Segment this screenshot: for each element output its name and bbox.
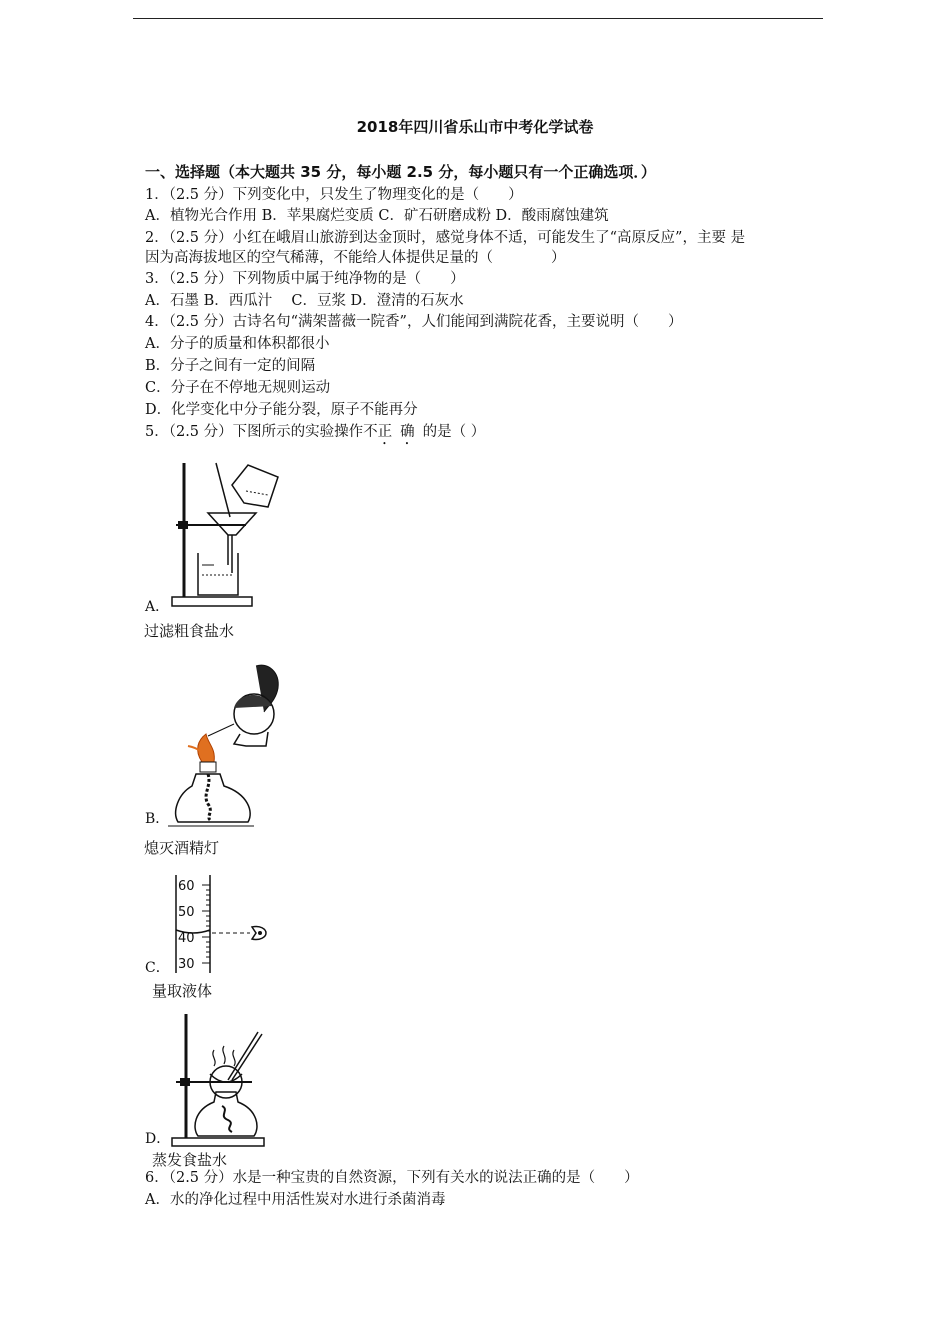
q5-stem: [145, 422, 485, 448]
cylinder-tick-60: 60: [178, 879, 195, 894]
cylinder-tick-50: 50: [178, 905, 195, 920]
header-rule: [133, 18, 823, 19]
q5-figure-b-caption: 熄灭酒精灯: [144, 839, 220, 857]
q1-options: A．植物光合作用 B．苹果腐烂变质 C．矿石研磨成粉 D．酸雨腐蚀建筑: [145, 208, 609, 224]
q6-stem: 6．（2.5 分）水是一种宝贵的自然资源，下列有关水的说法正确的是（ ）: [145, 1170, 639, 1186]
q2-stem-line1: 2．（2.5 分）小红在峨眉山旅游到达金顶时，感觉身体不适，可能发生了“高原反应”，主要 是: [145, 230, 746, 246]
q1-stem: 1．（2.5 分）下列变化中，只发生了物理变化的是（ ）: [145, 187, 523, 203]
q5-stem-prefix: 5．（2.5 分）下图所示的实验操作不: [145, 424, 378, 440]
q5-figure-c-label: C．: [145, 960, 170, 976]
q3-stem: 3．（2.5 分）下列物质中属于纯净物的是（ ）: [145, 271, 465, 287]
cylinder-tick-30: 30: [178, 957, 195, 972]
q5-figure-c-caption: 量取液体: [152, 982, 213, 1000]
q4-option-d: D．化学变化中分子能分裂，原子不能再分: [145, 402, 418, 418]
q5-figure-a-label: A．: [145, 599, 170, 615]
q5-stem-emphasis: 正确: [377, 424, 423, 440]
q5-stem-suffix: 的是（ ）: [422, 424, 486, 440]
q3-options: A．石墨 B．西瓜汁 C．豆浆 D．澄清的石灰水: [145, 293, 464, 309]
q4-option-c: C．分子在不停地无规则运动: [145, 380, 331, 396]
q6-option-a: A．水的净化过程中用活性炭对水进行杀菌消毒: [145, 1192, 446, 1208]
q5-figure-a-caption: 过滤粗食盐水: [144, 622, 235, 640]
q4-stem: 4．（2.5 分）古诗名句“满架蔷薇一院香”，人们能闻到满院花香，主要说明（ ）: [145, 314, 683, 330]
q4-option-b: B．分子之间有一定的间隔: [145, 358, 316, 374]
alcohol-lamp-figure: [168, 662, 286, 830]
q2-stem-line2: 因为高海拔地区的空气稀薄，不能给人体提供足量的（ ）: [145, 250, 566, 266]
section-heading: 一、选择题（本大题共 35 分，每小题 2.5 分，每小题只有一个正确选项．）: [145, 163, 656, 181]
page-title: 2018年四川省乐山市中考化学试卷: [356, 118, 594, 136]
filtration-figure: [160, 455, 290, 613]
cylinder-tick-40: 40: [178, 931, 195, 946]
q4-option-a: A．分子的质量和体积都很小: [145, 336, 330, 352]
q5-figure-d-caption: 蒸发食盐水: [152, 1151, 228, 1169]
q5-figure-b-label: B．: [145, 811, 170, 827]
evaporation-figure: [166, 1010, 270, 1152]
graduated-cylinder-figure: [168, 873, 274, 975]
q5-figure-d-label: D．: [145, 1131, 171, 1147]
